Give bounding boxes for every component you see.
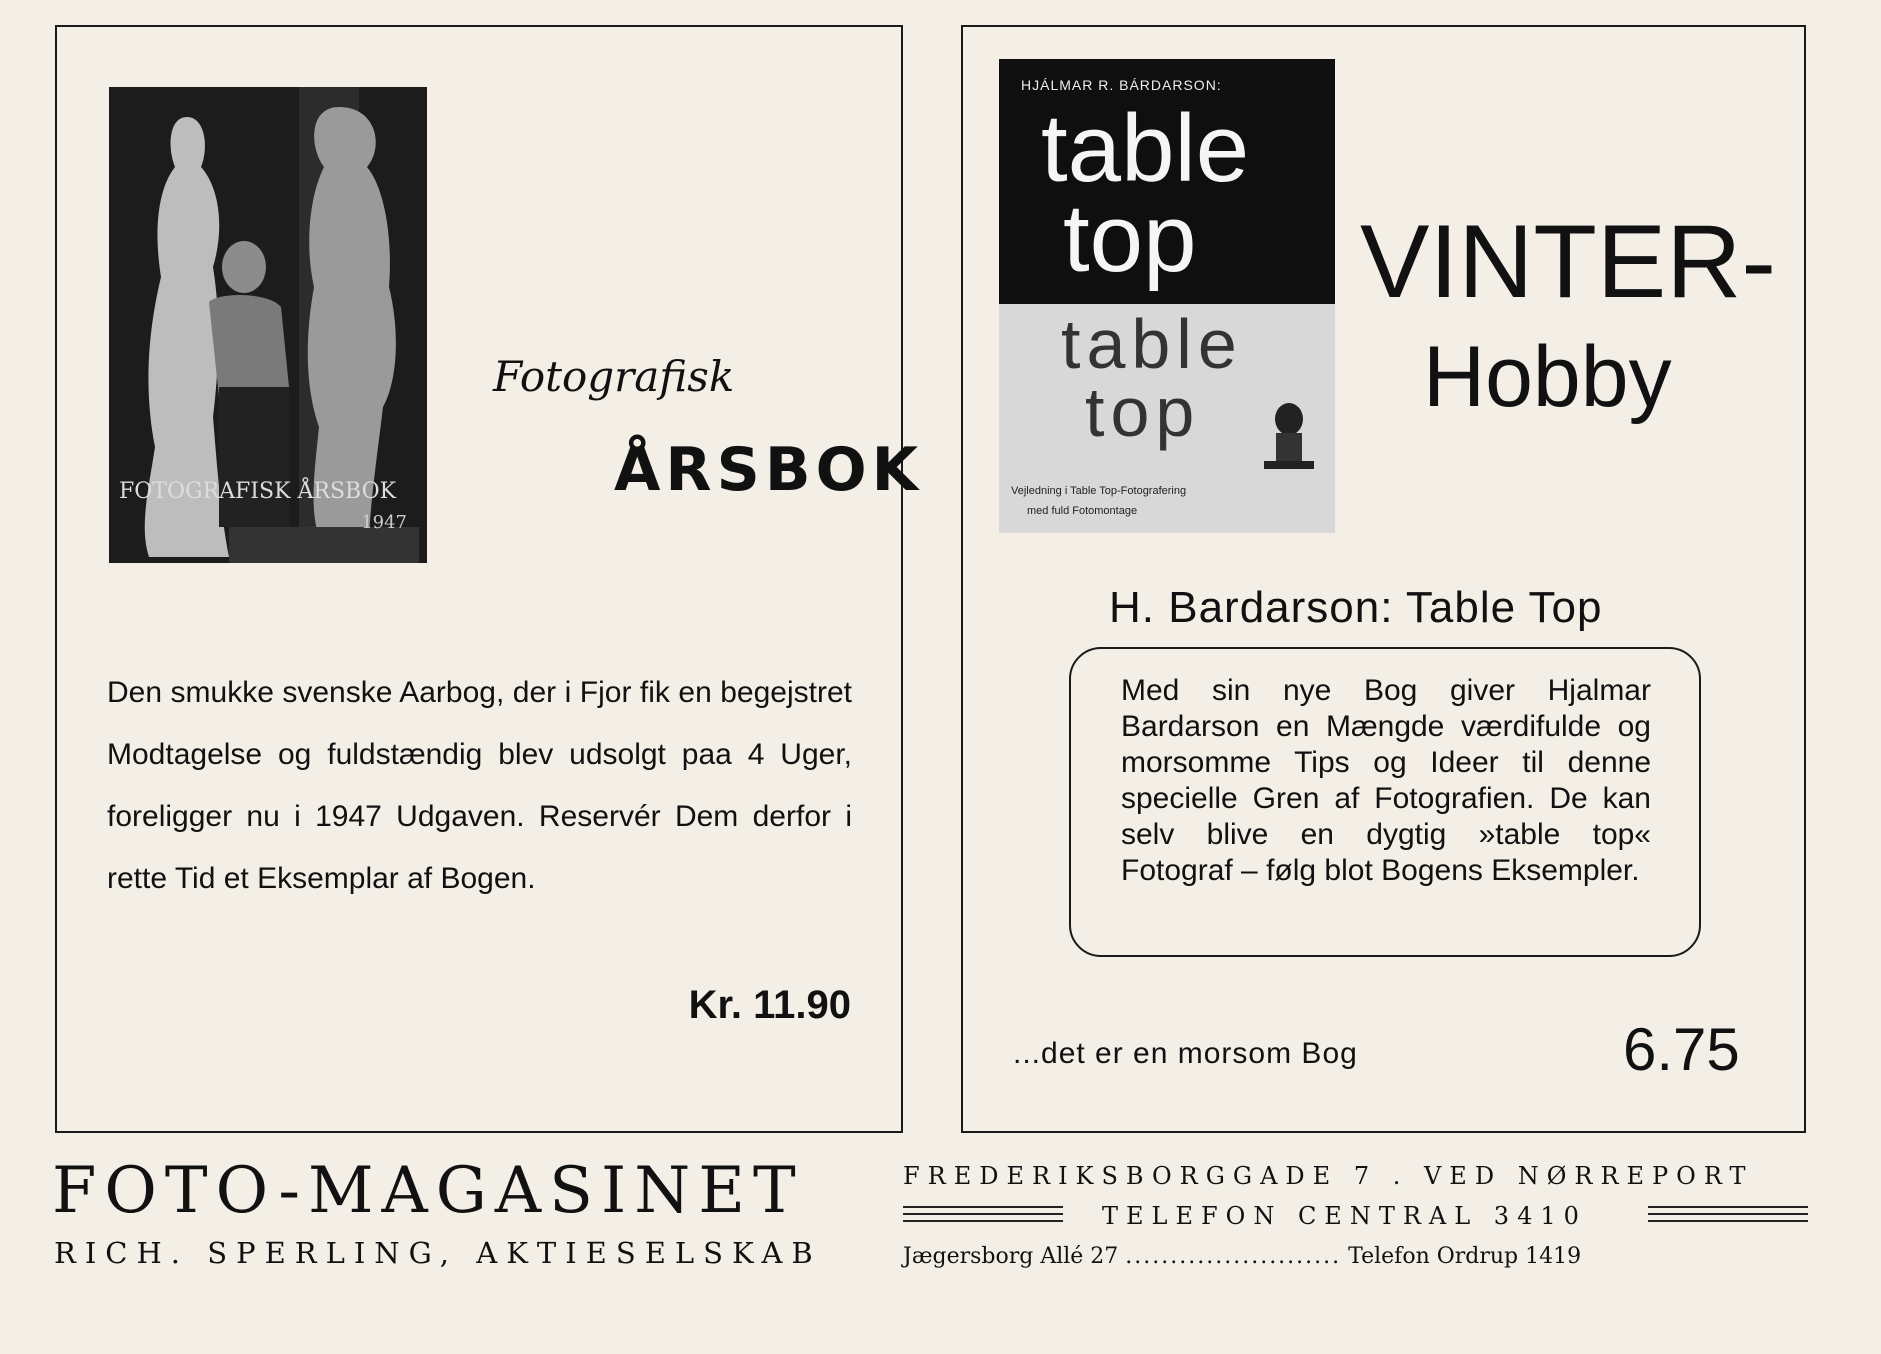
store-name: FOTO-MAGASINET [52, 1154, 804, 1228]
table-top-cover-ghost-top: top [1085, 373, 1201, 451]
arsbok-ad-panel [55, 25, 924, 1133]
fotografisk-script-heading: Fotografisk [493, 352, 735, 401]
branch-line [903, 1244, 1581, 1269]
table-top-cover-word-table: table [1041, 95, 1250, 202]
table-top-cover-ghost-table: table [1061, 305, 1243, 383]
branch-leader-dots: ........................ [1125, 1244, 1342, 1269]
hobby-heading: Hobby [1423, 329, 1672, 425]
arsbok-cover-title: FOTOGRAFISK ÅRSBOK [119, 479, 397, 504]
arsbok-cover-year: 1947 [361, 512, 407, 533]
table-top-cover-word-top: top [1063, 185, 1197, 292]
table-top-ad-panel [961, 25, 1806, 1133]
table-top-cover-subtitle-2: med fuld Fotomontage [1027, 505, 1138, 517]
store-phone: TELEFON CENTRAL 3410 [1102, 1202, 1587, 1230]
arsbok-description: Den smukke svenske Aarbog, der i Fjor fik en begejstret Modtagelse og fuldstændig blev udsolgt paa 4 Uger, foreligger nu i 1947 Udgaven. Reservér Dem derfor i rette Tid et Eksemplar af Bogen. [107, 676, 852, 895]
vinter-heading: VINTER- [1360, 204, 1776, 320]
table-top-book-title: H. Bardarson: Table Top [1109, 583, 1603, 632]
arsbok-cover-image [109, 87, 427, 563]
branch-phone: Telefon Ordrup 1419 [1348, 1244, 1582, 1269]
branch-address: Jægersborg Allé 27 [903, 1244, 1119, 1269]
store-address: FREDERIKSBORGGADE 7 . VED NØRREPORT [903, 1162, 1754, 1190]
arsbok-heading: ÅRSBOK [614, 435, 924, 505]
table-top-cover-figure [1254, 399, 1324, 479]
decorative-rule-right [1648, 1206, 1808, 1226]
table-top-cover-image [999, 59, 1335, 533]
table-top-price: 6.75 [1623, 1016, 1740, 1083]
table-top-cover-author: HJÁLMAR R. BÁRDARSON: [1021, 77, 1222, 93]
decorative-rule-left [903, 1206, 1063, 1226]
arsbok-price: Kr. 11.90 [688, 983, 851, 1027]
store-company: RICH. SPERLING, AKTIESELSKAB [54, 1236, 822, 1270]
table-top-description: Med sin nye Bog giver Hjalmar Bardarson en Mængde værdifulde og morsomme Tips og Ideer til denne specielle Gren af Fotografien. De kan selv blive en dygtig »table top« Fotograf – følg blot Bogens Eksempler. [1121, 674, 1651, 887]
table-top-description-box [1069, 647, 1701, 957]
table-top-tagline: ...det er en morsom Bog [1013, 1037, 1358, 1070]
table-top-cover-subtitle: Vejledning i Table Top-Fotografering [1011, 485, 1187, 497]
